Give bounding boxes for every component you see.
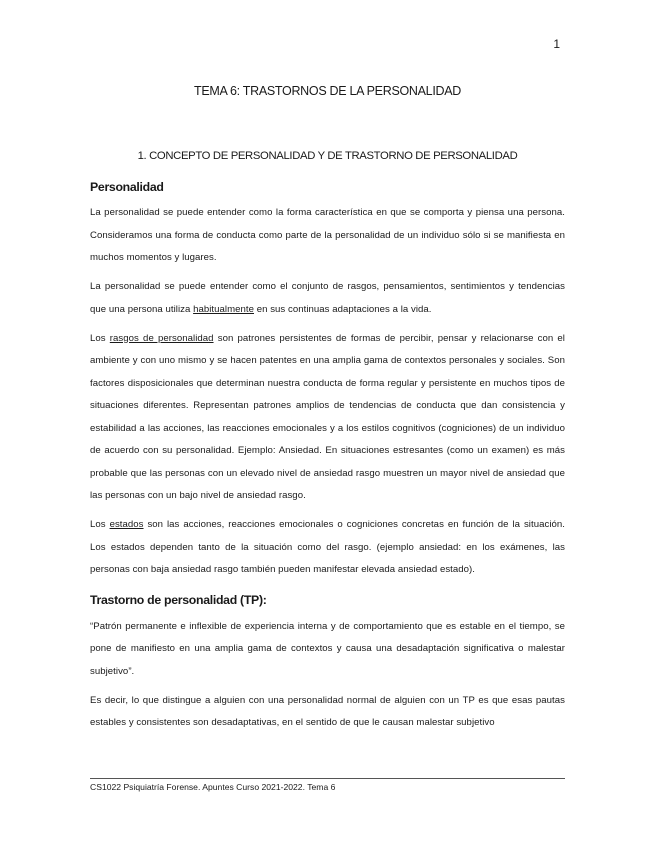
underlined-term: estados [109,519,144,530]
paragraph-personalidad-1: La personalidad se puede entender como la forma característica en que se comporta y piensa una persona. Consideramos una forma de conducta como parte de la personalidad de un individuo sólo si se manifiesta en muchos momentos y lugares. [90,207,565,263]
text-segment: son las acciones, reacciones emocionales o cogniciones concretas en función de la situación. Los estados dependen tanto de la situación como del rasgo. (ejemplo ansiedad: en los exámenes, las personas con baja ansiedad rasgo también pueden manifestar elevada ansiedad estado). [90,519,565,575]
section-title: 1. CONCEPTO DE PERSONALIDAD Y DE TRASTORNO DE PERSONALIDAD [137,150,518,162]
text-segment: La personalidad se puede entender como el conjunto de rasgos, pensamientos, sentimientos y tendencias que una persona utiliza [90,281,565,315]
paragraph-definicion-tp: “Patrón permanente e inflexible de experiencia interna y de comportamiento que es estable en el tiempo, se pone de manifiesto en una amplia gama de contextos y causa una desadaptación significativa o malestar subjetivo”. [90,620,565,677]
page-number: 1 [553,37,560,51]
text-segment: en sus continuas adaptaciones a la vida. [254,303,432,315]
text-segment: Los [90,519,110,530]
underlined-term: habitualmente [193,303,254,315]
paragraph-personalidad-2 [90,276,565,321]
page-footer: CS1022 Psiquiatría Forense. Apuntes Curso 2021-2022. Tema 6 [90,782,336,792]
document-body [90,177,565,741]
footer-divider [90,778,565,779]
text-segment: son patrones persistentes de formas de percibir, pensar y relacionarse con el ambiente y con uno mismo y se hacen patentes en una amplia gama de contextos personales y sociales. Son factores disposicionales que determinan nuestra conducta de forma regular y persistente en muchos tipos de situaciones diferentes. Representan patrones amplios de tendencias de conducta que dan consistencia y estabilidad a las acciones, las reacciones emocionales y a los estilos cognitivos (cogniciones) de un individuo de acuerdo con su personalidad. Ejemplo: Ansiedad. En situaciones estresantes (como un examen) es más probable que las personas con un elevado nivel de ansiedad rasgo muestren un mayor nivel de ansiedad que las personas con un bajo nivel de ansiedad rasgo. [90,332,565,501]
document-title: TEMA 6: TRASTORNOS DE LA PERSONALIDAD [194,84,461,98]
text-segment: Los [90,332,110,344]
paragraph-tp-explicacion: Es decir, lo que distingue a alguien con una personalidad normal de alguien con un TP es que esas pautas estables y consistentes son desadaptativas, en el sentido de que le causan malestar subjetivo [90,694,565,728]
paragraph-rasgos [90,328,565,508]
heading-personalidad: Personalidad [90,180,164,194]
underlined-term: rasgos de personalidad [109,332,214,344]
heading-trastorno: Trastorno de personalidad (TP): [90,592,267,607]
paragraph-estados [90,514,565,582]
